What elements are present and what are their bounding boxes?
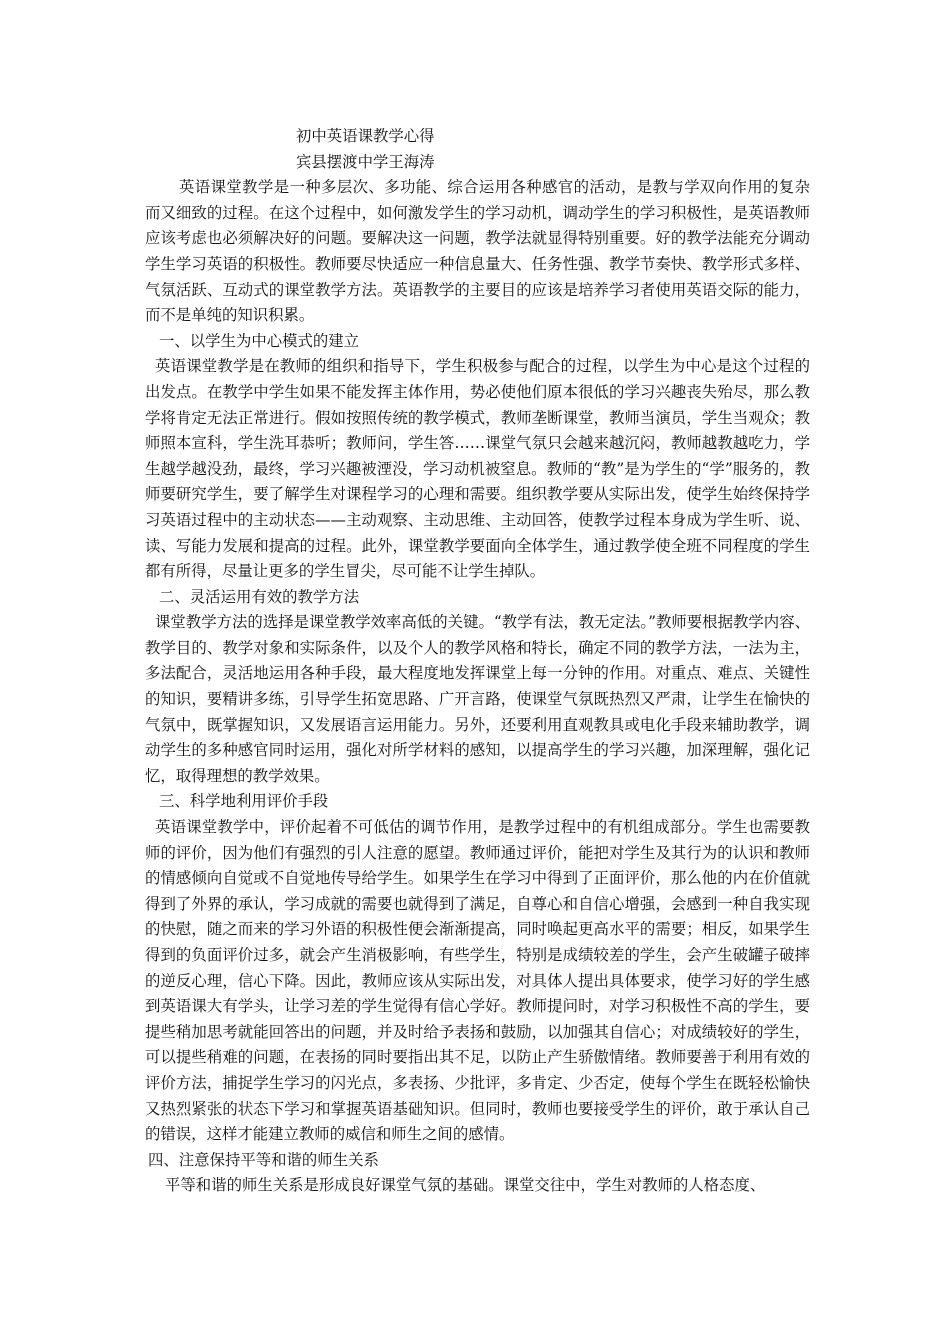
section-heading-2: 二、灵活运用有效的教学方法 (159, 587, 360, 606)
section-heading-1: 一、以学生为中心模式的建立 (159, 331, 360, 350)
section-body-3: 英语课堂教学中，评价起着不可低估的调节作用，是教学过程中的有机组成部分。学生也需要教师的评价，因为他们有强烈的引人注意的愿望。教师通过评价，能把对学生及其行为的认识和教师的情感倾向自觉或不自觉地传导给学生。如果学生在学习中得到了正面评价，那么他的内在价值就得到了外界的承认，学习成就的需要也就得到了满足，自尊心和自信心增强，会感到一种自我实现的快慰，随之而来的学习外语的积极性便会渐渐提高，同时唤起更高水平的需要；相反，如果学生得到的负面评价过多，就会产生消极影响，有些学生，特别是成绩较差的学生，会产生破罐子破摔的逆反心理，信心下降。因此，教师应该从实际出发，对具体人提出具体要求，使学习好的学生感到英语课大有学头，让学习差的学生觉得有信心学好。教师提问时，对学习积极性不高的学生，要提些稍加思考就能回答出的问题，并及时给予表扬和鼓励，以加强其自信心；对成绩较好的学生，可以提些稍难的问题，在表扬的同时要指出其不足，以防止产生骄傲情绪。教师要善于利用有效的评价方法，捕捉学生学习的闪光点，多表扬、少批评，多肯定、少否定，使每个学生在既轻松愉快又热烈紧张的状态下学习和掌握英语基础知识。但同时，教师也要接受学生的评价，敢于承认自己的错误，这样才能建立教师的威信和师生之间的感情。 (145, 818, 810, 1144)
section-body-1: 英语课堂教学是在教师的组织和指导下，学生积极参与配合的过程，以学生为中心是这个过程的出发点。在教学中学生如果不能发挥主体作用，势必使他们原本很低的学习兴趣丧失殆尽，那么教学将肯定无法正常进行。假如按照传统的教学模式，教师垄断课堂，教师当演员，学生当观众；教师照本宣科，学生洗耳恭听；教师问，学生答……课堂气氛只会越来越沉闷，教师越教越吃力，学生越学越没劲，最终，学习兴趣被湮没，学习动机被窒息。教师的“教”是为学生的“学”服务的，教师要研究学生，要了解学生对课程学习的心理和需要。组织教学要从实际出发，使学生始终保持学习英语过程中的主动状态——主动观察、主动思维、主动回答，使教学过程本身成为学生听、说、读、写能力发展和提高的过程。此外，课堂教学要面向全体学生，通过教学使全班不同程度的学生都有所得，尽量让更多的学生冒尖，尽可能不让学生掉队。 (145, 357, 810, 581)
section-heading-4: 四、注意保持平等和谐的师生关系 (148, 1150, 379, 1169)
section-body-2: 课堂教学方法的选择是课堂教学效率高低的关键。“教学有法，教无定法。”教师要根据教学内容、教学目的、教学对象和实际条件，以及个人的教学风格和特长，确定不同的教学方法，一法为主，多法配合，灵活地运用各种手段，最大程度地发挥课堂上每一分钟的作用。对重点、难点、关键性的知识，要精讲多练，引导学生拓宽思路、广开言路，使课堂气氛既热烈又严肃，让学生在愉快的气氛中，既掌握知识，又发展语言运用能力。另外，还要利用直观教具或电化手段来辅助教学，调动学生的多种感官同时运用，强化对所学材料的感知，以提高学生的学习兴趣，加深理解，强化记忆，取得理想的教学效果。 (145, 613, 810, 785)
document-author: 宾县摆渡中学王海涛 (296, 152, 435, 171)
section-body-4: 平等和谐的师生关系是形成良好课堂气氛的基础。课堂交往中，学生对教师的人格态度、 (165, 1176, 766, 1195)
section-heading-3: 三、科学地利用评价手段 (159, 792, 329, 811)
intro-paragraph: 英语课堂教学是一种多层次、多功能、综合运用各种感官的活动，是教与学双向作用的复杂而又细致的过程。在这个过程中，如何激发学生的学习动机，调动学生的学习积极性，是英语教师应该考虑也必须解决好的问题。要解决这一问题，教学法就显得特别重要。好的教学法能充分调动学生学习英语的积极性。教师要尽快适应一种信息量大、任务性强、教学节奏快、教学形式多样、气氛活跃、互动式的课堂教学方法。英语教学的主要目的应该是培养学习者使用英语交际的能力，而不是单纯的知识积累。 (145, 178, 810, 325)
document-page (145, 124, 810, 1199)
document-title: 初中英语课教学心得 (296, 127, 435, 145)
